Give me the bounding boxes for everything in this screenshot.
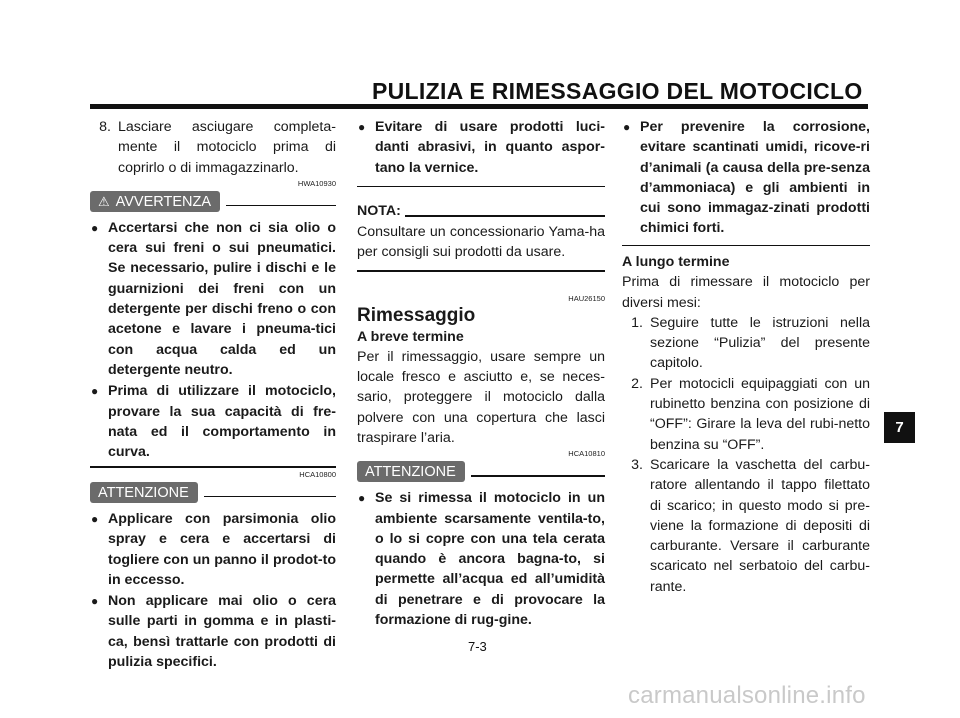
caution-label: ATTENZIONE	[365, 464, 456, 481]
divider	[357, 270, 605, 272]
subsection-title: A breve termine	[357, 328, 464, 345]
column-2	[357, 117, 605, 631]
note-text: Consultare un concessionario Yama-ha per consigli sui prodotti da usare.	[357, 223, 605, 260]
page-number: 7-3	[468, 639, 487, 654]
bullet-dot-icon: ●	[91, 384, 99, 399]
caution-header	[357, 461, 605, 482]
bullet-dot-icon: ●	[358, 491, 366, 506]
bullet-dot-icon: ●	[358, 120, 366, 134]
short-term-text: Per il rimessaggio, usare sempre un locale fresco e asciutto e, se neces-sario, proteggere il motociclo dalla polvere con una copertura che lasci traspirare l’aria.	[357, 348, 605, 446]
step-number: 1.	[631, 314, 643, 331]
reference-code: HCA10800	[299, 469, 336, 479]
reference-code: HWA10930	[297, 178, 336, 188]
list-item-text: Evitare di usare prodotti luci-danti abrasivi, in quanto aspor-tano la vernice.	[375, 119, 605, 176]
step-text: Seguire tutte le istruzioni nella sezione “Pulizia” del presente capitolo.	[650, 314, 870, 372]
step-number: 8.	[99, 119, 111, 135]
warning-list	[90, 218, 336, 463]
list-item	[90, 218, 336, 380]
step-item	[622, 374, 870, 455]
divider	[204, 496, 336, 498]
step-text: Per motocicli equipaggiati con un rubinetto benzina con posizione di “OFF”: Girare la leva del rubi-netto benzina su “OFF”.	[650, 375, 870, 453]
step-item	[90, 117, 336, 178]
step-text: Scaricare la vaschetta del carbu-ratore allentando il tappo filettato di scarico; in questo modo si pre-viene la formazione di depositi di carburante. Versare il carburante scaricato nel serbatoio del carbu-rante.	[650, 456, 870, 595]
long-term-intro: Prima di rimessare il motociclo per diversi mesi:	[622, 274, 870, 311]
warning-header	[90, 191, 336, 212]
list-item-text: Applicare con parsimonia olio spray e cera e accertarsi di togliere con un panno il prodot-to in eccesso.	[108, 510, 336, 588]
bullet-dot-icon: ●	[623, 120, 631, 134]
list-item-text: Non applicare mai olio o cera sulle parti in gomma e in plasti-ca, bensì trattarle con prodotti di pulizia specifici.	[108, 593, 336, 671]
list-item-text: Se si rimessa il motociclo in un ambiente scarsamente ventila-to, o lo si copre con una tela cerata quando è ancora bagna-to, si permette all’acqua ed all’umidità di penetrare e di provocare la formazione di rug-gine.	[375, 490, 605, 629]
bullet-dot-icon: ●	[91, 220, 99, 235]
list-item	[90, 509, 336, 590]
warning-label: AVVERTENZA	[115, 193, 212, 210]
step-text: Lasciare asciugare completa-mente il motociclo prima di coprirlo o di immagazzinarlo.	[118, 119, 336, 176]
caution-list	[90, 509, 336, 672]
divider	[405, 215, 605, 217]
list-item-text: Per prevenire la corrosione, evitare scantinati umidi, ricove-ri d’animali (a causa della pre-senza d’ammoniaca) e gli ambienti in cui sono immagaz-zinati prodotti chimici forti.	[640, 119, 870, 237]
caution-list-continued	[357, 117, 605, 178]
caution-list-continued	[622, 117, 870, 239]
page-title: PULIZIA E RIMESSAGGIO DEL MOTOCICLO	[372, 78, 863, 104]
watermark: carmanualsonline.info	[628, 682, 866, 709]
caution-label: ATTENZIONE	[98, 484, 189, 501]
caution-header	[90, 482, 336, 503]
header-rule	[90, 104, 868, 109]
list-item-text: Accertarsi che non ci sia olio o cera sui freni o sui pneumatici. Se necessario, pulire i dischi e le guarnizioni dei freni con un detergente per dischi freno o con acetone e lavare i pneuma-tici con acqua calda ed un detergente neutro.	[108, 219, 336, 378]
list-item-text: Prima di utilizzare il motociclo, provare la sua capacità di fre-nata ed il comportamento in curva.	[108, 383, 336, 461]
step-item	[622, 455, 870, 597]
list-item	[357, 488, 605, 630]
chapter-tab: 7	[884, 412, 915, 443]
warning-badge	[90, 191, 220, 212]
note-header	[357, 201, 605, 221]
list-item	[622, 117, 870, 239]
divider	[357, 186, 605, 188]
subsection-title: A lungo termine	[622, 254, 730, 271]
caution-list	[357, 488, 605, 630]
bullet-dot-icon: ●	[91, 594, 99, 609]
divider	[90, 466, 336, 468]
list-item	[90, 381, 336, 462]
caution-badge	[90, 482, 198, 503]
step-item	[622, 313, 870, 374]
step-number: 2.	[631, 375, 643, 392]
column-1	[90, 117, 336, 673]
list-item	[90, 591, 336, 672]
reference-code: HCA10810	[568, 449, 605, 459]
column-3	[622, 117, 870, 597]
step-number: 3.	[631, 456, 643, 473]
divider	[471, 475, 605, 477]
bullet-dot-icon: ●	[91, 511, 99, 526]
warning-triangle-icon: ⚠	[98, 193, 110, 209]
list-item	[357, 117, 605, 178]
reference-code: HAU26150	[568, 293, 605, 303]
section-title: Rimessaggio	[357, 304, 476, 326]
note-label: NOTA:	[357, 203, 401, 220]
caution-badge	[357, 461, 465, 482]
long-term-steps	[622, 313, 870, 597]
divider	[226, 205, 336, 207]
divider	[622, 245, 870, 247]
